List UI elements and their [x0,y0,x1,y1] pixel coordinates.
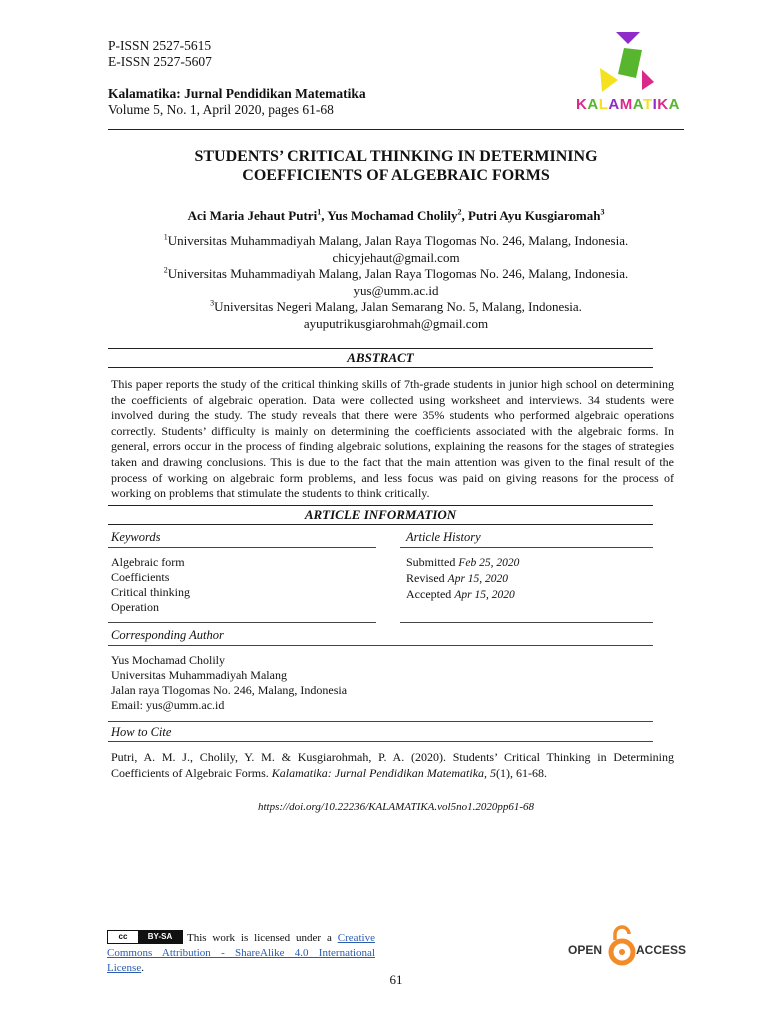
history-label: Submitted [406,555,456,569]
affil-text: Universitas Muhammadiyah Malang, Jalan Raya Tlogomas No. 246, Malang, Indonesia. [167,233,629,248]
corresponding-name: Yus Mochamad Cholily [111,653,225,667]
keywords-heading: Keywords [111,530,161,544]
corresponding-rule [108,645,653,646]
logo-letter: A [668,96,680,113]
history-item [406,571,519,587]
keyword-item: Algebraic form [111,555,185,569]
logo-purple-triangle [616,32,640,44]
cc-badge-right: BY-SA [147,932,173,941]
logo-letter: T [642,96,653,113]
how-to-cite-heading: How to Cite [111,725,172,739]
affil-mark: 1 [163,232,168,242]
license-prefix: This work is licensed under a [187,932,338,944]
oa-left-text: OPEN [568,943,603,957]
history-bottom-rule [400,622,653,623]
logo-pink-triangle [642,70,654,90]
header-divider [108,129,684,130]
abstract-rule-bottom [108,367,653,368]
oa-lock-hole [619,949,625,955]
article-info-rule-bottom [108,524,653,525]
article-info-heading: ARTICLE INFORMATION [304,507,457,522]
citation-text [111,750,674,781]
logo-letter: K [576,96,588,113]
volume-info: Volume 5, No. 1, April 2020, pages 61-68 [108,102,334,117]
keyword-item: Coefficients [111,570,170,584]
open-access-logo-icon [568,922,688,972]
author-affil-mark: 2 [457,207,462,217]
citation-volume: 5 [490,765,497,780]
article-info-rule-top [108,505,653,506]
license-link[interactable]: Creative Commons Attribution - ShareAlike 4.0 International License [107,932,375,974]
page-number: 61 [389,972,403,987]
keywords-rule [108,547,376,548]
logo-wordmark [576,96,680,113]
affil-text: Universitas Muhammadiyah Malang, Jalan Raya Tlogomas No. 246, Malang, Indonesia. [167,266,629,281]
citation-separator: , [484,765,491,780]
citation-main: Putri, A. M. J., Cholily, Y. M. & Kusgiarohmah, P. A. (2020). Students’ Critical Thinking in Determining Coefficients of Algebraic Forms. [111,750,674,780]
title-line-2: COEFFICIENTS OF ALGEBRAIC FORMS [242,167,550,184]
affiliation-list [108,233,684,332]
affiliation [108,299,684,316]
cc-badge-left: cc [108,931,138,943]
affiliation [108,266,684,283]
affil-text: Universitas Negeri Malang, Jalan Semarang No. 5, Malang, Indonesia. [214,299,582,314]
electronic-issn: E-ISSN 2527-5607 [108,54,212,69]
oa-right-text: ACCESS [636,943,687,957]
history-date: Apr 15, 2020 [447,573,509,585]
keyword-item: Critical thinking [111,585,190,599]
history-item [406,555,519,571]
license-suffix: . [141,962,144,974]
affiliation-email: chicyjehaut@gmail.com [332,249,460,265]
affiliation-email: ayuputrikusgiarohmah@gmail.com [303,315,489,331]
citation-rest: (1), 61-68. [496,765,548,780]
logo-letter: K [657,96,669,113]
logo-yellow-triangle [600,68,618,92]
corresponding-email: Email: yus@umm.ac.id [111,698,225,712]
logo-letter: I [652,96,658,113]
affiliation [108,233,684,250]
title-line-1: STUDENTS’ CRITICAL THINKING IN DETERMINING [194,148,598,165]
history-date: Apr 15, 2020 [454,589,515,601]
citation-journal: Kalamatika: Jurnal Pendidikan Matematika [271,765,485,780]
how-to-cite-rule [108,741,653,742]
affiliation-email: yus@umm.ac.id [353,282,439,298]
paper-title [108,147,684,185]
author-separator: , [321,208,328,223]
author-list [108,208,684,224]
history-label: Revised [406,571,445,585]
author-name: Yus Mochamad Cholily [327,208,458,223]
author-name: Aci Maria Jehaut Putri [187,208,318,223]
history-label: Accepted [406,587,452,601]
abstract-rule-top [108,348,653,349]
journal-block [108,86,366,118]
author-affil-mark: 3 [600,207,605,217]
history-date: Feb 25, 2020 [458,557,520,569]
article-history-rule [400,547,653,548]
print-issn: P-ISSN 2527-5615 [108,38,212,53]
corresponding-address: Jalan raya Tlogomas No. 246, Malang, Indonesia [111,683,348,697]
corresponding-institution: Universitas Muhammadiyah Malang [111,668,287,682]
logo-letter: A [587,96,599,113]
logo-letter: A [632,96,643,113]
author-affil-mark: 1 [317,207,322,217]
keyword-item: Operation [111,600,159,614]
logo-green-square [618,48,642,78]
abstract-text: This paper reports the study of the critical thinking skills of 7th-grade students in junior high school on determining the coefficients of algebraic operation. Data were collected using worksheet and interviews. 34 students were involved during the study. The study reveals that there were 35% students who performed algebraic operations correctly. Students’ difficulty is mainly on determining the coefficients associated with the algebraic forms. In general, errors occur in the process of finding algebraic solutions, explaining the reasons for the stages of strategies taken and drawing conclusions. This is due to the fact that the main attention was given to the final result of the process of working on algebraic form problems, and less focus was paid on giving reasons for the process of working on problems that stimulate the students to think critically. [111,377,674,501]
keyword-list [111,555,190,615]
author-name: Putri Ayu Kusgiaromah [468,208,601,223]
keywords-bottom-rule [108,622,376,623]
history-list [406,555,519,603]
journal-name: Kalamatika: Jurnal Pendidikan Matematika [108,86,366,101]
logo-letter: A [608,96,620,113]
license-statement [107,931,375,976]
article-history-heading: Article History [406,530,481,544]
corresponding-bottom-rule [108,721,653,722]
abstract-heading: ABSTRACT [347,350,414,365]
corresponding-author-details [111,653,347,713]
corresponding-author-heading: Corresponding Author [111,628,224,642]
oa-lock-shackle [615,927,629,940]
affil-mark: 2 [163,265,168,275]
issn-block [108,38,212,70]
author-separator: , [461,208,468,223]
history-item [406,587,519,603]
affil-mark: 3 [210,298,215,308]
logo-letter: L [598,96,609,113]
doi-link[interactable]: https://doi.org/10.22236/KALAMATIKA.vol5no1.2020pp61-68 [257,801,534,813]
logo-letter: M [619,96,633,113]
